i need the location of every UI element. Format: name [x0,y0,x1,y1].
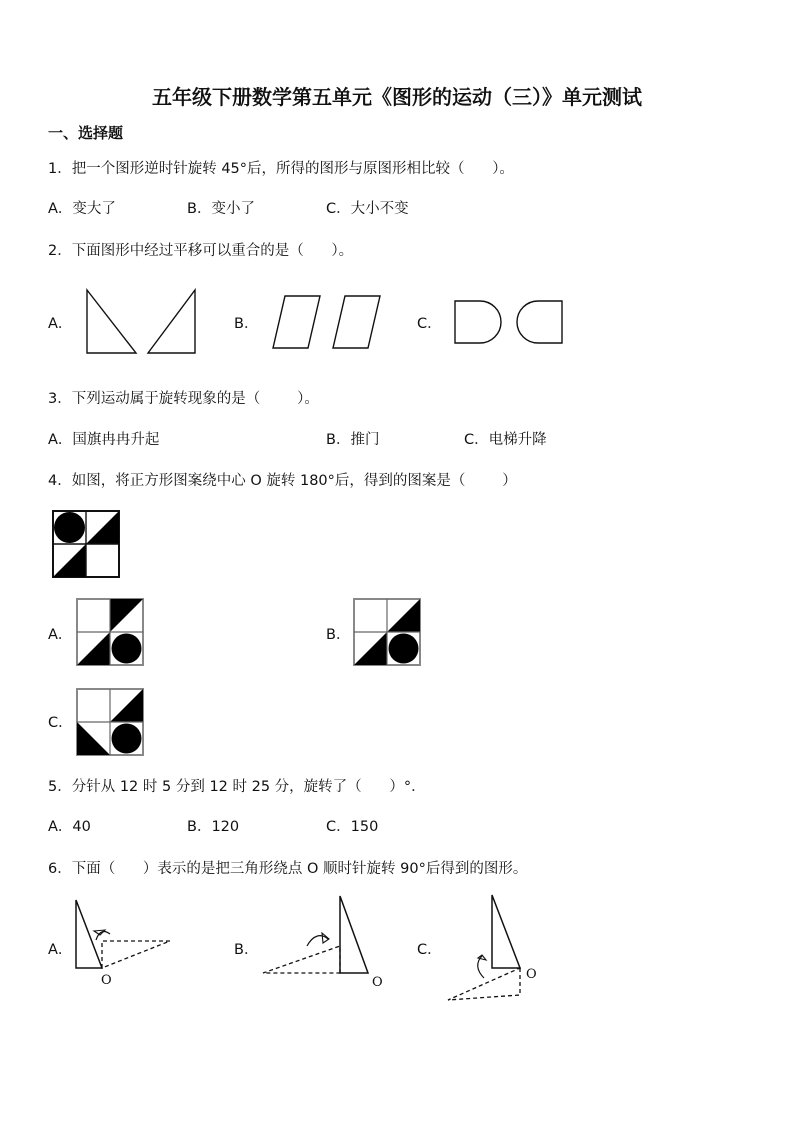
question-1-option-a[interactable]: A．变大了 [48,201,116,217]
q2-option-b-parallelograms-figure [265,290,385,355]
question-5-stem: 5．分针从 12 时 5 分到 12 时 25 分，旋转了（ ）°． [48,779,426,795]
question-5-option-c[interactable]: C．150 [326,819,379,835]
question-4-option-b[interactable]: B． [326,627,351,643]
question-2-option-a[interactable]: A． [48,316,73,332]
q6-option-b-point-label: O [372,975,383,990]
question-1-option-b[interactable]: B．变小了 [187,201,255,217]
question-6-option-a[interactable]: A． [48,942,73,958]
question-1-stem: 1．把一个图形逆时针旋转 45°后，所得的图形与原图形相比较（ ）。 [48,161,514,177]
page-title: 五年级下册数学第五单元《图形的运动（三）》单元测试 [152,85,642,109]
q4-original-pattern-figure [52,510,122,580]
question-3-stem: 3．下列运动属于旋转现象的是（ ）。 [48,391,319,407]
q6-option-a-point-label: O [101,973,112,988]
question-1-option-c[interactable]: C．大小不变 [326,201,409,217]
question-6-option-b[interactable]: B． [234,942,259,958]
question-5-option-b[interactable]: B．120 [187,819,240,835]
question-6-stem: 6．下面（ ）表示的是把三角形绕点 O 顺时针旋转 90°后得到的图形。 [48,861,528,877]
question-5-option-a[interactable]: A．40 [48,819,91,835]
question-3-option-a[interactable]: A．国旗冉冉升起 [48,432,160,448]
q4-option-c-pattern-figure [76,688,146,758]
question-2-option-c[interactable]: C． [417,316,442,332]
q6-option-c-rotation-figure [440,890,540,1005]
q2-option-a-triangles-figure [80,285,205,360]
question-2-stem: 2．下面图形中经过平移可以重合的是（ ）。 [48,243,354,259]
q6-option-a-rotation-figure [70,898,180,993]
question-3-option-c[interactable]: C．电梯升降 [464,432,547,448]
question-4-stem: 4．如图，将正方形图案绕中心 O 旋转 180°后，得到的图案是（ ） [48,473,517,489]
question-2-option-b[interactable]: B． [234,316,259,332]
question-6-option-c[interactable]: C． [417,942,442,958]
question-4-option-a[interactable]: A． [48,627,73,643]
q4-option-b-pattern-figure [353,598,423,668]
q4-option-a-pattern-figure [76,598,146,668]
question-4-option-c[interactable]: C． [48,715,73,731]
q2-option-c-d-shapes-figure [450,295,570,350]
question-3-option-b[interactable]: B．推门 [326,432,380,448]
q6-option-b-rotation-figure [255,893,380,983]
q6-option-c-point-label: O [526,967,537,982]
section-heading: 一、选择题 [48,124,124,142]
